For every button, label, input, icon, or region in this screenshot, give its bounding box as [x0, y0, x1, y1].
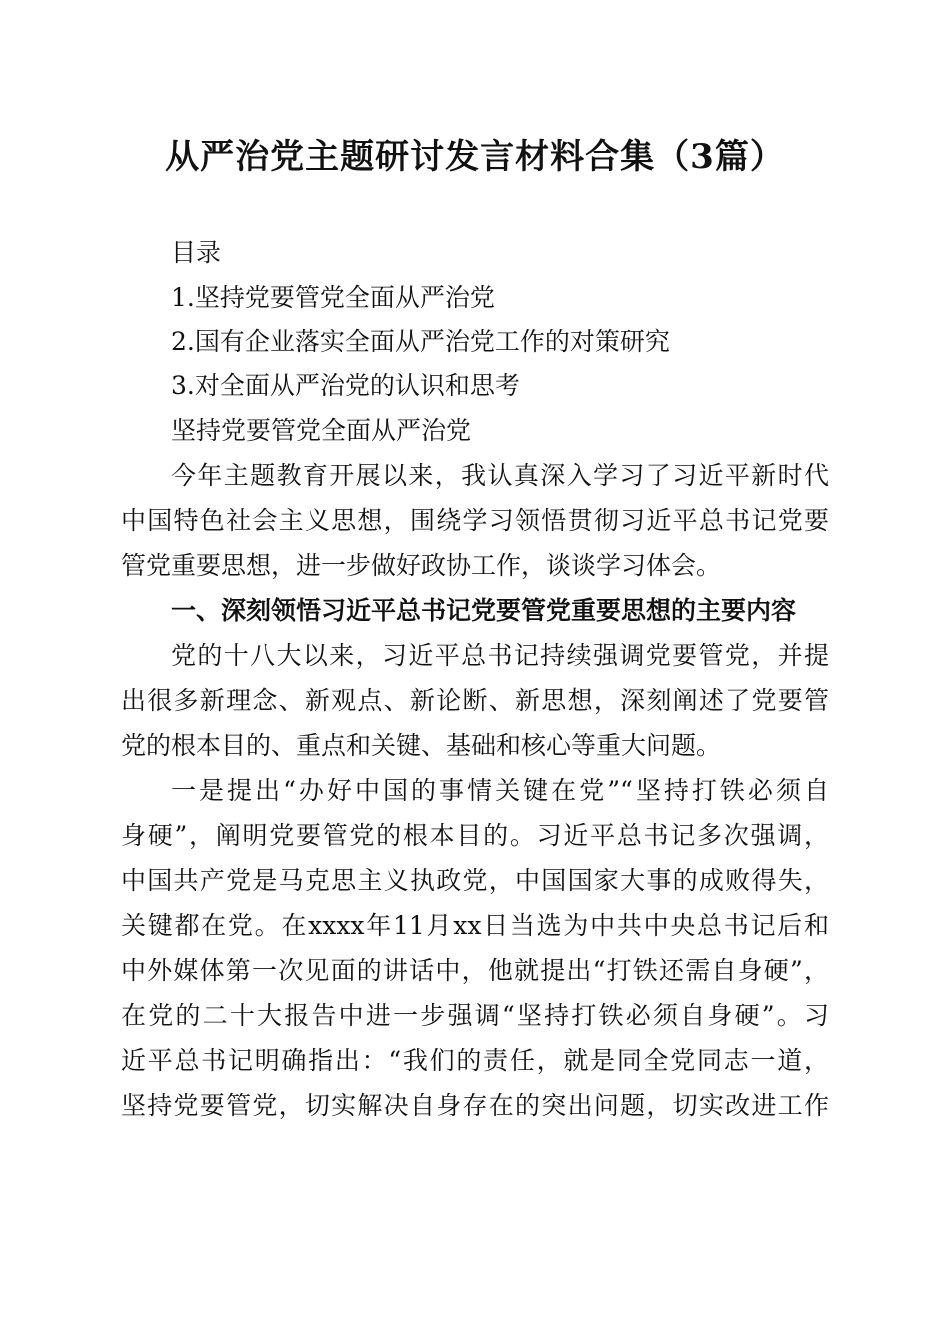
toc-heading: 目录: [171, 238, 222, 267]
paragraph-line: 中国特色社会主义思想，围绕学习领悟贯彻习近平总书记党要: [121, 506, 829, 535]
paragraph-line: 管党重要思想，进一步做好政协工作，谈谈学习体会。: [121, 551, 722, 580]
section-heading: 一、深刻领悟习近平总书记党要管党重要思想的主要内容: [171, 596, 797, 625]
document-title: 从严治党主题研讨发言材料合集（3篇）: [165, 137, 785, 177]
paragraph-line: 关键都在党。在xxxx年11月xx日当选为中共中央总书记后和: [121, 911, 829, 940]
toc-item-3: 3.对全面从严治党的认识和思考: [171, 371, 520, 400]
paragraph-line: 今年主题教育开展以来，我认真深入学习了习近平新时代: [171, 461, 829, 490]
paragraph-line: 近平总书记明确指出：“我们的责任，就是同全党同志一道，: [121, 1046, 829, 1075]
paragraph-line: 出很多新理念、新观点、新论断、新思想，深刻阐述了党要管: [121, 686, 829, 715]
paragraph-line: 一是提出“办好中国的事情关键在党”“坚持打铁必须自: [171, 776, 829, 805]
paragraph-line: 党的根本目的、重点和关键、基础和核心等重大问题。: [121, 731, 722, 760]
paragraph-line: 身硬”，阐明党要管党的根本目的。习近平总书记多次强调，: [121, 821, 829, 850]
paragraph-line: 在党的二十大报告中进一步强调“坚持打铁必须自身硬”。习: [121, 1001, 829, 1030]
paragraph-line: 党的十八大以来，习近平总书记持续强调党要管党，并提: [171, 641, 829, 670]
paragraph-line: 中国共产党是马克思主义执政党，中国国家大事的成败得失，: [121, 866, 829, 895]
toc-item-1: 1.坚持党要管党全面从严治党: [171, 283, 495, 312]
paragraph-line: 中外媒体第一次见面的讲话中，他就提出“打铁还需自身硬”，: [121, 956, 829, 985]
toc-item-2: 2.国有企业落实全面从严治党工作的对策研究: [171, 327, 670, 356]
paragraph-line: 坚持党要管党，切实解决自身存在的突出问题，切实改进工作: [121, 1091, 829, 1120]
article-title: 坚持党要管党全面从严治党: [171, 416, 472, 445]
